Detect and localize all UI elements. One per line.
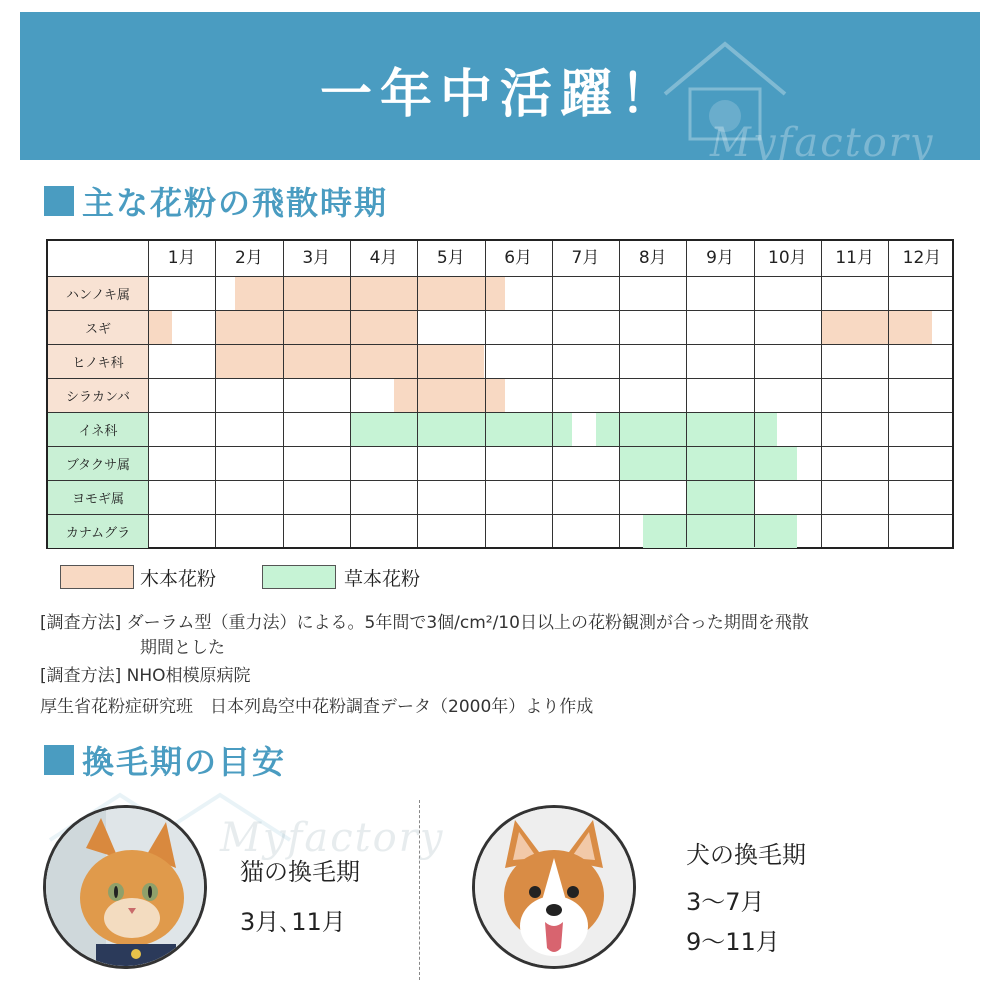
pollen-period-bar: [643, 514, 798, 548]
pollen-period-bar: [350, 412, 572, 446]
pollen-period-bar: [235, 276, 504, 310]
dog-shedding-period-autumn: 9〜11月: [686, 928, 780, 956]
grid-line: [686, 241, 687, 547]
grid-line: [48, 412, 952, 413]
month-header: 5月: [436, 248, 465, 268]
grid-line: [48, 310, 952, 311]
pollen-period-bar: [394, 378, 505, 412]
legend-herbaceous-swatch: [262, 565, 336, 589]
dog-shedding-title: 犬の換毛期: [686, 841, 806, 869]
month-header: 8月: [638, 248, 667, 268]
pollen-period-bar: [821, 310, 932, 344]
brand-watermark: Myfactory: [710, 120, 935, 166]
pollen-calendar-table: [46, 239, 954, 549]
grid-line: [485, 241, 486, 547]
month-header: 1月: [167, 248, 196, 268]
grid-line: [148, 241, 149, 547]
plant-label: ヨモギ属: [48, 480, 148, 514]
shedding-section-heading: [44, 740, 286, 780]
grid-line: [552, 241, 553, 547]
plant-label: スギ: [48, 310, 148, 344]
survey-method-note: [調査方法] ダーラム型（重力法）による。5年間で3個/cm²/10日以上の花粉観測が合った期間を飛散: [40, 613, 809, 633]
month-header: 4月: [369, 248, 398, 268]
header-banner: [20, 12, 980, 166]
plant-label: イネ科: [48, 412, 148, 446]
plant-label: ヒノキ科: [48, 344, 148, 378]
month-header: 6月: [504, 248, 533, 268]
dog-photo: [472, 805, 636, 969]
heading-text: 主な花粉の飛散時期: [82, 184, 389, 222]
month-header: 3月: [302, 248, 331, 268]
heading-marker-icon: [44, 186, 74, 216]
legend-woody-swatch: [60, 565, 134, 589]
grid-line: [619, 241, 620, 547]
dog-shedding-period-spring: 3〜7月: [686, 888, 765, 916]
pollen-period-bar: [619, 446, 797, 480]
cat-shedding-period: 3月､11月: [240, 908, 346, 936]
pollen-section-heading: [44, 181, 388, 221]
grid-line: [48, 480, 952, 481]
month-header: 9月: [706, 248, 734, 268]
month-header: 12月: [902, 248, 942, 268]
grid-line: [821, 241, 822, 547]
survey-method-note-cont: 期間とした: [140, 638, 225, 658]
legend-herbaceous-label: 草本花粉: [344, 568, 421, 590]
grid-line: [48, 378, 952, 379]
plant-label: ハンノキ属: [48, 276, 148, 310]
grid-line: [417, 241, 418, 547]
grid-line: [48, 514, 952, 515]
grid-line: [283, 241, 284, 547]
grid-line: [48, 446, 952, 447]
pet-divider: [419, 800, 420, 980]
data-source-note: 厚生省花粉症研究班 日本列島空中花粉調査データ（2000年）より作成: [40, 697, 594, 717]
month-header: 10月: [768, 248, 807, 268]
month-header: 2月: [235, 248, 263, 268]
plant-label: カナムグラ: [48, 514, 148, 548]
pollen-period-bar: [148, 310, 172, 344]
heading-marker-icon: [44, 745, 74, 775]
plant-label: ブタクサ属: [48, 446, 148, 480]
cat-shedding-title: 猫の換毛期: [240, 858, 360, 886]
grid-line: [48, 276, 952, 277]
legend-woody-label: 木本花粉: [140, 568, 217, 590]
month-header: 7月: [571, 248, 600, 268]
heading-text: 換毛期の目安: [82, 743, 287, 781]
grid-line: [754, 241, 755, 547]
grid-line: [888, 241, 889, 547]
pollen-period-bar: [215, 310, 417, 344]
grid-line: [350, 241, 351, 547]
pollen-period-bar: [686, 480, 753, 514]
brand-watermark-lower: Myfactory: [220, 815, 445, 861]
cat-photo: [43, 805, 207, 969]
page-title: 一年中活躍！: [319, 65, 680, 125]
month-header: 11月: [835, 248, 874, 268]
grid-line: [48, 344, 952, 345]
plant-label: シラカンバ: [48, 378, 148, 412]
grid-line: [215, 241, 216, 547]
survey-site-note: [調査方法] NHO相模原病院: [40, 666, 251, 686]
